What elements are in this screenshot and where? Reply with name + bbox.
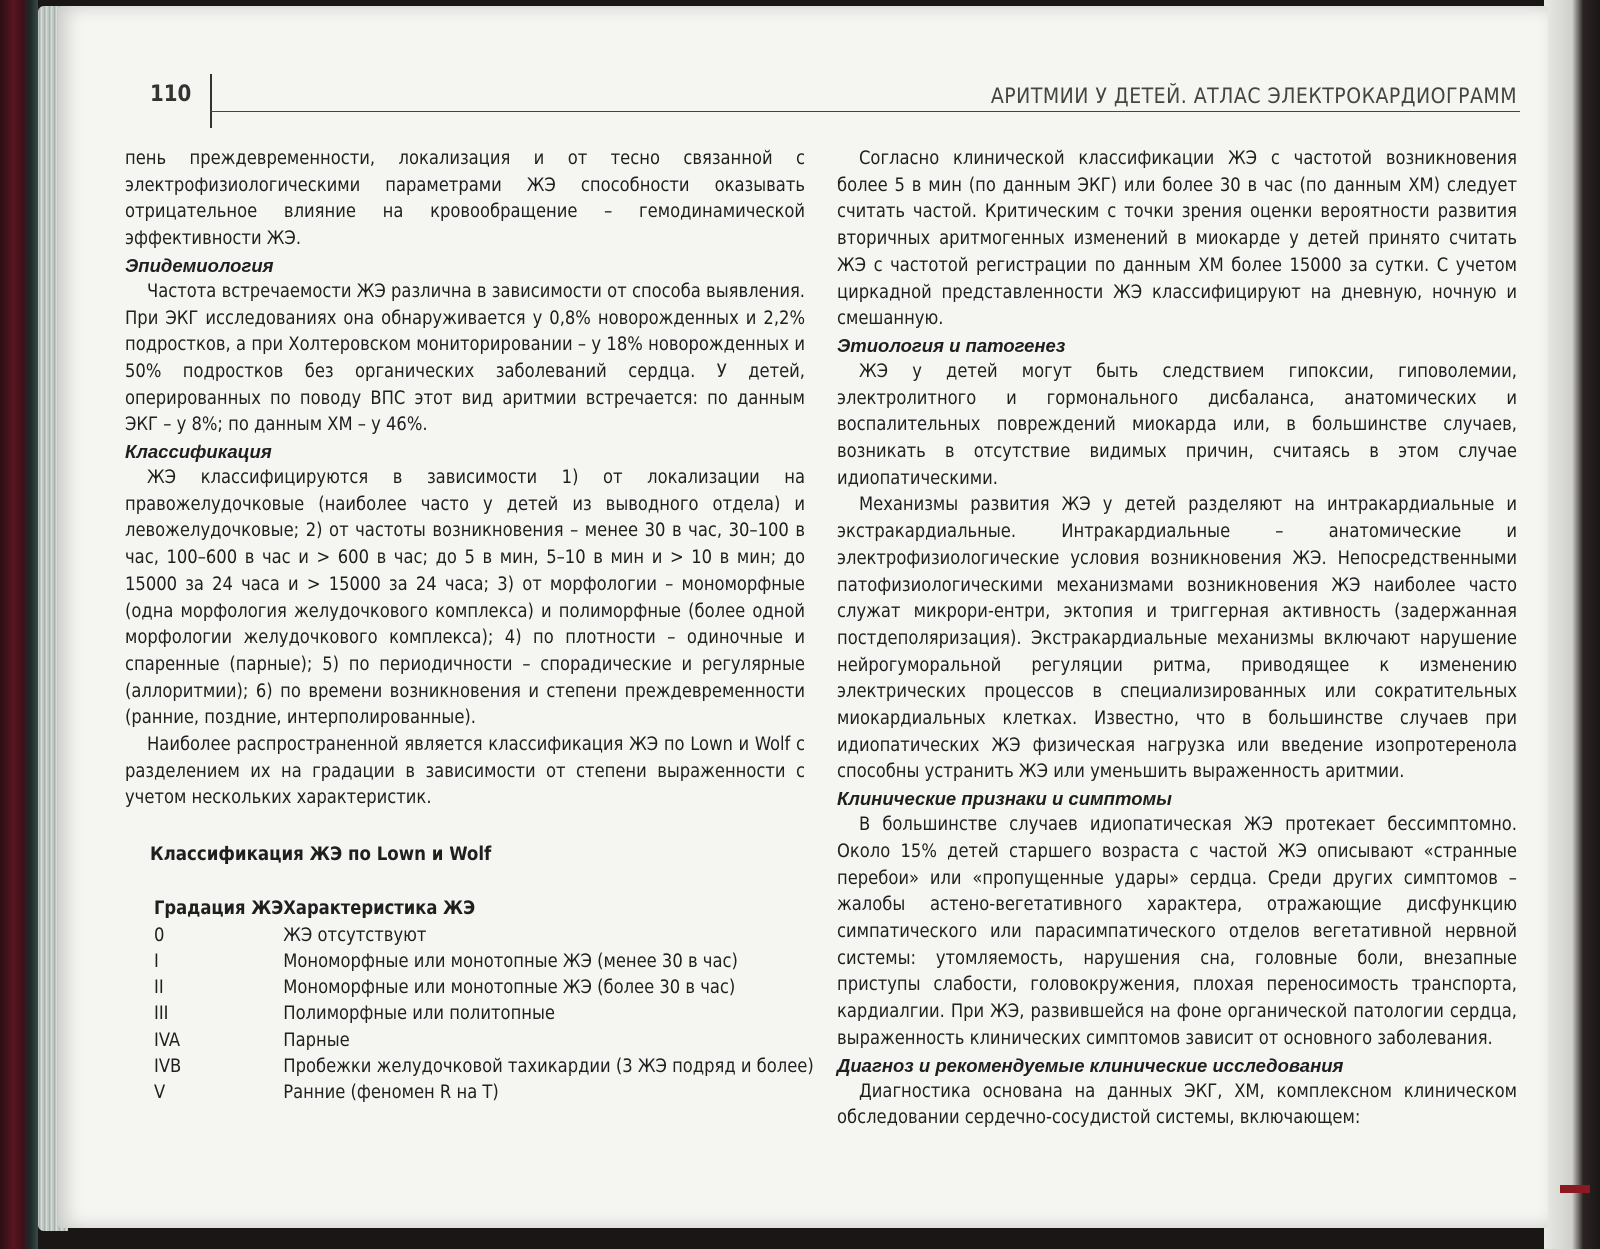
paragraph-intro: пень преждевременности, локализация и от тесно связанной с электрофизиологическими параметрами ЖЭ способности оказывать отрицательное влияние на кровообращение – гемодинамической эффективности ЖЭ. xyxy=(125,148,805,250)
running-title: АРИТМИИ У ДЕТЕЙ. АТЛАС ЭЛЕКТРОКАРДИОГРАММ xyxy=(990,84,1517,108)
grade-cell: I xyxy=(154,950,159,972)
left-column xyxy=(125,146,805,812)
grade-cell: IVA xyxy=(154,1029,181,1051)
grade-cell: III xyxy=(154,1003,169,1025)
table-title: Классификация ЖЭ по Lown и Wolf xyxy=(150,844,492,865)
paragraph-epidemiology: Частота встречаемости ЖЭ различна в зависимости от способа выявления. При ЭКГ исследованиях она обнаруживается у 0,8% новорожденных и 2,2% подростков, а при Холтеровском мониторировании – у 18% новорожденных и 50% подростков без органических заболеваний сердца. У детей, оперированных по поводу ВПС этот вид аритмии встречается: по данным ЭКГ – у 8%; по данным ХМ – у 46%. xyxy=(125,280,805,436)
paragraph-frequency: Согласно клинической классификации ЖЭ с частотой возникновения более 5 в мин (по данным ЭКГ) или более 30 в час (по данным ХМ) следует считать частой. Критическим с точки зрения оценки вероятности развития вторичных аритмогенных изменений в миокарде у детей принято считать ЖЭ с частотой регистрации по данным ХМ более 15000 за сутки. С учетом циркадной представленности ЖЭ классифицируют на дневную, ночную и смешанную. xyxy=(837,148,1517,330)
column-header-grade: Градация ЖЭ xyxy=(154,898,284,920)
book-right-edge xyxy=(1544,0,1600,1249)
characteristic-cell: Мономорфные или монотопные ЖЭ (менее 30 в час) xyxy=(283,950,738,972)
book-spine xyxy=(0,0,38,1249)
heading-classification: Классификация xyxy=(125,441,272,463)
grade-cell: V xyxy=(154,1082,166,1104)
characteristic-cell: Ранние (феномен R на Т) xyxy=(283,1082,499,1104)
page-number: 110 xyxy=(150,82,192,107)
right-column xyxy=(837,146,1517,1132)
characteristic-cell: Полиморфные или политопные xyxy=(283,1003,555,1025)
header-divider-vertical xyxy=(210,74,212,128)
bookmark-ribbon xyxy=(1560,1185,1590,1193)
heading-epidemiology: Эпидемиология xyxy=(125,254,274,276)
paragraph-classification: ЖЭ классифицируются в зависимости 1) от локализации на правожелудочковые (наиболее часто у детей из выводного отдела) и левожелудочковые; 2) от частоты возникновения – менее 30 в час, 30–100 в час, 100–600 в час и > 600 в час; до 5 в мин, 5–10 в мин и > 10 в мин; до 15000 за 24 часа и > 15000 за 24 часа; 3) от морфологии – мономорфные (одна морфология желудочкового комплекса) и полиморфные (более одной морфологии желудочкового комплекса); 4) по плотности – одиночные и спаренные (парные); 5) по периодичности – спорадические и регулярные (аллоритмии); 6) по времени возникновения и степени преждевременности (ранние, поздние, интерполированные). xyxy=(125,467,805,729)
table-row xyxy=(150,1080,814,1106)
characteristic-cell: Парные xyxy=(283,1029,350,1051)
table-row xyxy=(150,1001,814,1027)
heading-etiology: Этиология и патогенез xyxy=(837,334,1066,356)
characteristic-cell: Пробежки желудочковой тахикардии (3 ЖЭ подряд и более) xyxy=(283,1056,814,1078)
characteristic-cell: Мономорфные или монотопные ЖЭ (более 30 в час) xyxy=(283,977,736,999)
table-row xyxy=(150,1054,814,1080)
column-header-characteristic: Характеристика ЖЭ xyxy=(283,898,476,920)
grade-cell: IVB xyxy=(154,1056,182,1078)
table-row xyxy=(150,975,814,1001)
lown-wolf-table xyxy=(150,896,814,1106)
paragraph-mechanisms: Механизмы развития ЖЭ у детей разделяют на интракардиальные и экстракардиальные. Интракардиальные – анатомические и электрофизиологические условия возникновения ЖЭ. Непосредственными патофизиологическими механизмами возникновения ЖЭ наиболее часто служат микрори-ентри, эктопия и триггерная активность (задержанная постдеполяризация). Экстракардиальные механизмы включают нарушение нейрогуморальной регуляции ритма, приводящее к изменению электрических процессов в специализированных или сократительных миокардиальных клетках. Известно, что в большинстве случаев при идиопатических ЖЭ физическая нагрузка или введение изопротеренола способны устранить ЖЭ или уменьшить выраженность аритмии. xyxy=(837,494,1517,783)
lown-wolf-table-block xyxy=(150,842,814,1107)
paragraph-symptoms: В большинстве случаев идиопатическая ЖЭ протекает бессимптомно. Около 15% детей старшего возраста с частой ЖЭ описывают «странные перебои» или «пропущенные удары» сердца. Среди других симптомов – жалобы астено-вегетативного характера, отражающие дисфункцию симпатического или парасимпатического отделов вегетативной нервной системы: утомляемость, нарушения сна, головные боли, внезапные приступы слабости, головокружения, плохая переносимость транспорта, кардиалгии. При ЖЭ, развившейся на фоне органической патологии сердца, выраженность клинических симптомов зависит от основного заболевания. xyxy=(837,814,1517,1049)
heading-symptoms: Клинические признаки и симптомы xyxy=(837,788,1172,810)
characteristic-cell: ЖЭ отсутствуют xyxy=(283,924,427,946)
paragraph-lown-wolf: Наиболее распространенной является классификация ЖЭ по Lown и Wolf с разделением их на градации в зависимости от степени выраженности с учетом нескольких характеристик. xyxy=(125,734,805,809)
table-row xyxy=(150,1028,814,1054)
table-row xyxy=(150,923,814,949)
table-header-row xyxy=(150,896,814,922)
paragraph-diagnosis: Диагностика основана на данных ЭКГ, ХМ, комплексном клиническом обследовании сердечно-сосудистой системы, включающем: xyxy=(837,1080,1517,1129)
grade-cell: 0 xyxy=(154,924,165,946)
paragraph-etiology: ЖЭ у детей могут быть следствием гипоксии, гиповолемии, электролитного и гормонального дисбаланса, анатомических и воспалительных повреждений миокарда или, в большинстве случаев, возникать в отсутствие видимых причин, считаясь в этом случае идиопатическими. xyxy=(837,360,1517,489)
header-rule xyxy=(210,111,1520,112)
heading-diagnosis: Диагноз и рекомендуемые клинические исследования xyxy=(837,1054,1344,1076)
grade-cell: II xyxy=(154,977,164,999)
table-row xyxy=(150,949,814,975)
